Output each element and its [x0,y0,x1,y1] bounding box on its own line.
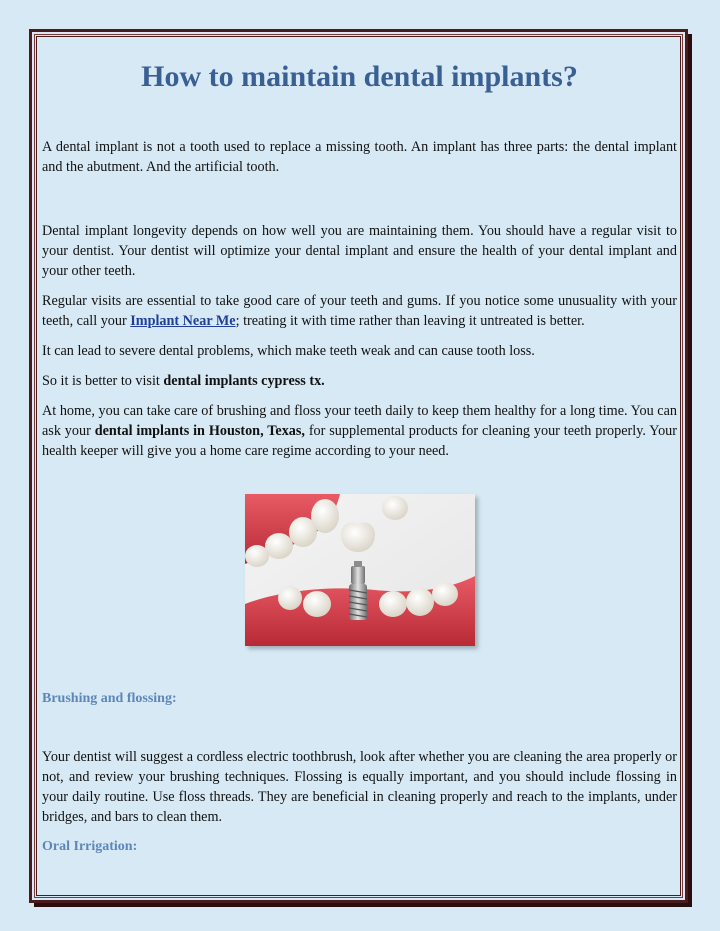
document-content [42,60,677,855]
intro-paragraph: A dental implant is not a tooth used to replace a missing tooth. An implant has three parts: the dental implant and the abutment. And the artificial tooth. [42,139,677,175]
home-care-text-end: for supplemental products for cleaning your teeth properly. Your health keeper will give you a home care regime according to your need. [42,423,677,459]
problems-paragraph: It can lead to severe dental problems, which make teeth weak and can cause tooth loss. [42,343,535,359]
brushing-heading: Brushing and flossing: [42,691,177,706]
visits-text: Regular visits are essential to take good care of your teeth and gums. If you notice some unusuality with your teeth, call your [42,293,677,329]
frame-shadow [688,34,692,906]
frame-shadow [34,903,692,907]
oral-irrigation-heading: Oral Irrigation: [42,839,138,854]
home-care-paragraph [42,401,677,461]
cypress-keyword: dental implants cypress tx. [163,373,325,389]
page-title: How to maintain dental implants? [141,60,578,93]
houston-keyword: dental implants in Houston, Texas, [94,423,305,439]
home-care-text: At home, you can take care of brushing and floss your teeth daily to keep them healthy for a long time. You can ask your [42,403,677,439]
longevity-paragraph: Dental implant longevity depends on how well you are maintaining them. You should have a regular visit to your dentist. Your dentist will optimize your dental implant and ensure the health of your dental implant and your other teeth. [42,223,677,279]
visits-paragraph [42,291,677,331]
implant-near-me-link[interactable]: Implant Near Me [130,313,236,329]
cypress-text: So it is better to visit [42,373,164,389]
dental-implant-illustration [245,494,475,646]
brushing-paragraph: Your dentist will suggest a cordless electric toothbrush, look after whether you are cleaning the area properly or not, and review your brushing techniques. Flossing is equally important, and you should include flossing in your daily routine. Use floss threads. They are beneficial in cleaning properly and reach to the implants, under bridges, and bars to clean them. [42,749,677,825]
cypress-paragraph [42,371,677,391]
visits-text-end: ; treating it with time rather than leaving it untreated is better. [235,313,585,329]
